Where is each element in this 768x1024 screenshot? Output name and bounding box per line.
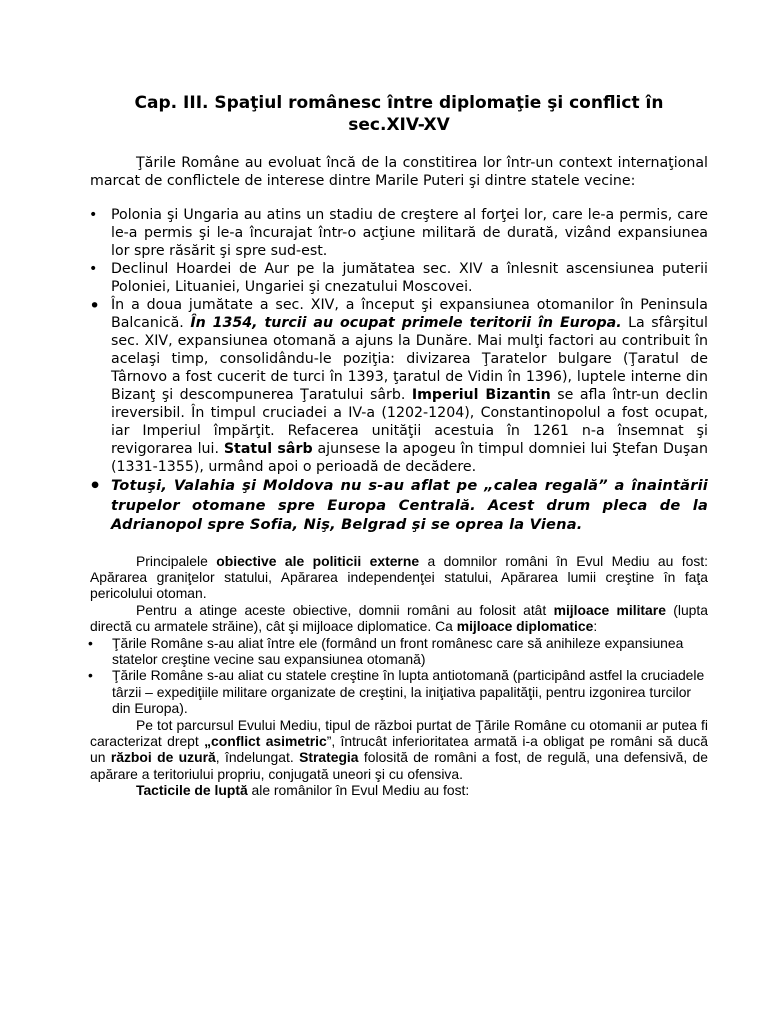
text-run: La sfârşitul sec. XIV, expansiunea otomană a ajuns la Dunăre. Mai mulţi factori au contribuit în acelaşi timp, consolidându-le poziţia: divizarea Ţaratelor bulgare (Ţaratul de Târnovo a fost cucerit de turci în 1393, ţaratul de Vidin în 1396), luptele interne din Bizanţ şi descompunerea Ţaratului sârb. [111, 315, 708, 403]
bold-imperiul-bizantin: Imperiul Bizantin [411, 387, 551, 403]
page-title [90, 92, 708, 136]
bold-mijloace-diplomatice: mijloace diplomatice [456, 618, 594, 635]
text-run: Pentru a atinge aceste obiective, domnii români au folosit atât [136, 601, 554, 618]
text-run: ale românilor în Evul Mediu au fost: [247, 782, 470, 799]
bold-obiective: obiective ale politicii externe [216, 552, 420, 569]
bold-strategia: Strategia [299, 749, 359, 766]
list-item: • Polonia şi Ungaria au atins un stadiu de creştere al forţei lor, care le-a permis, care le-a permis şi le-a încurajat într-o acţiune militară de durată, vizând expansiunea lor spre răsărit şi spre sud-est. [90, 206, 708, 260]
context-bullet-list [90, 206, 708, 535]
bold-tacticile: Tacticile de luptă [136, 782, 248, 799]
text-run: ”, întrucât inferioritatea armată i-a obligat pe români să ducă un [90, 732, 708, 766]
title-line-2: sec.XIV-XV [348, 115, 450, 135]
emphasis-1354: În 1354, turcii au ocupat primele teritorii în Europa. [190, 315, 622, 331]
list-item: • Ţările Române s-au aliat între ele (formând un front românesc care să anihileze expansiunea statelor creştine vecine sau expansiunea otomană) [90, 635, 708, 668]
text-run: Pe tot parcursul Evului Mediu, tipul de război purtat de Ţările Române cu otomanii ar putea fi caracterizat drept [90, 716, 708, 749]
text-run: : [593, 618, 598, 635]
paragraph-conflict [90, 717, 708, 783]
text-run: se afla într-un declin ireversibil. În timpul cruciadei a IV-a (1202-1204), Constantinopolul a fost ocupat, iar Imperiul împărţit. Refacerea unităţii acestuia în 1261 n-a însemnat şi revigorarea lui. [111, 387, 709, 457]
section-foreign-policy [90, 553, 708, 799]
text-run: În a doua jumătate a sec. XIV, a început şi expansiunea otomanilor în Peninsula Balcanică. [111, 297, 708, 331]
list-item-ottoman-expansion [90, 296, 708, 476]
list-item: • Ţările Române s-au aliat cu statele creştine în lupta antiotomană (participând astfel la cruciadele târzii – expediţiile militare organizate de creştini, la iniţiativa papalităţii, pentru izgonirea turcilor din Europa). [90, 667, 708, 716]
text-run: Principalele [136, 552, 217, 569]
text-run: , îndelungat. [215, 749, 300, 766]
paragraph-objectives [90, 553, 708, 602]
intro-paragraph: Ţările Române au evoluat încă de la constitirea lor într-un context internaţional marcat de conflictele de interese dintre Marile Puteri şi dintre statele vecine: [90, 155, 708, 189]
bold-conflict-asimetric: „conflict asimetric [204, 732, 327, 749]
bold-mijloace-militare: mijloace militare [553, 601, 666, 618]
diplomatic-bullet-list [90, 635, 708, 717]
text-run: ajunsese la apogeu în timpul domniei lui Ştefan Duşan (1331-1355), urmând apoi o perioadă de decădere. [111, 441, 708, 475]
list-item: • Declinul Hoardei de Aur pe la jumătatea sec. XIV a înlesnit ascensiunea puterii Poloniei, Lituaniei, Ungariei şi cnezatului Moscovei. [90, 260, 708, 296]
title-line-1: Cap. III. Spaţiul românesc între diplomaţie şi conflict în [134, 93, 664, 113]
list-item-calea-regala: • Totuşi, Valahia şi Moldova nu s-au aflat pe „calea regală” a înaintării trupelor otomane spre Europa Centrală. Acest drum pleca de la Adrianopol spre Sofia, Niş, Belgrad şi se oprea la Viena. [90, 476, 708, 535]
section-context [90, 154, 708, 535]
text-run: folosită de români a fost, de regulă, una defensivă, de apărare a teritoriului propriu, conjugată uneori şi cu ofensiva. [90, 749, 708, 782]
paragraph-means [90, 602, 708, 635]
bold-statul-sarb: Statul sârb [223, 441, 313, 457]
paragraph-tactics [90, 782, 708, 798]
text-run: (lupta directă cu armatele străine), cât şi mijloace diplomatice. Ca [90, 601, 708, 635]
text-run: a domnilor români în Evul Mediu au fost: Apărarea graniţelor statului, Apărarea independenţei statului, Apărarea lumii creştine în faţa pericolului otoman. [90, 552, 709, 602]
bold-razboi-de-uzura: război de uzură [110, 749, 216, 766]
